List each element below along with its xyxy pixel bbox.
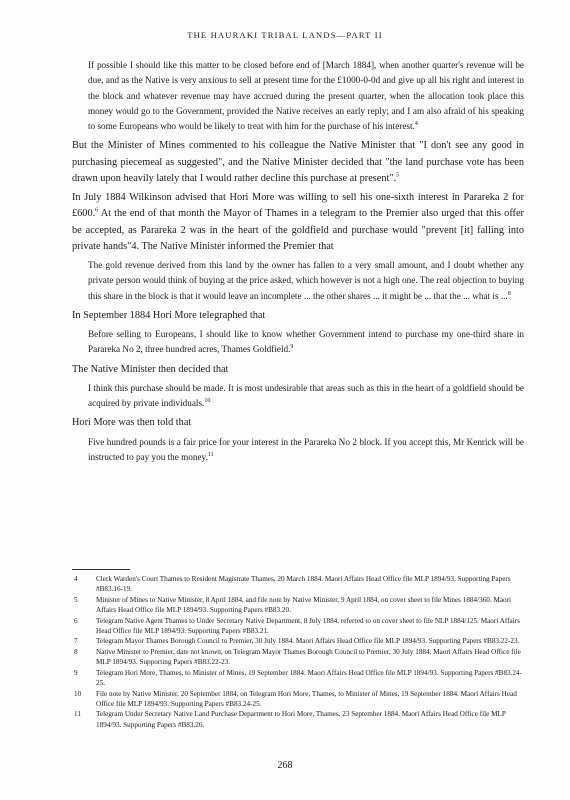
footnotes	[72, 574, 524, 730]
footnote-text: Telegram Hori More, Thames, to Minister of Mines, 19 September 1884. Maori Affairs Head Office file MLP 1894/93. Supporting Papers #B83.24-25.	[96, 668, 523, 687]
footnote-text: Telegram Mayor Thames Borough Council to Premier, 30 July 1884. Maori Affairs Head Office file MLP 1894/93. Supporting Papers #B83.22-23.	[96, 637, 520, 646]
footnote-number: 11	[74, 710, 81, 719]
footnote-ref[interactable]: 5	[396, 172, 400, 179]
paragraph: Hori More was then told that	[72, 417, 192, 429]
footnote-number: 5	[74, 595, 78, 604]
paragraph: But the Minister of Mines commented to his colleague the Native Minister that "I don't see any good in purchasing piecemeal as suggested", and the Native Minister decided that "the land purchase vote has been drawn upon heavily lately that I would rather decline this purchase at present".$^5$	[72, 140, 524, 184]
footnote-text: Native Minister to Premier, date not known, on Telegram Mayor Thames Borough Council to Premier, 30 July 1884. Maori Affairs Head Office file MLP 1894/93. Supporting Papers #B83.22-23.	[96, 647, 521, 667]
footnote-ref[interactable]: 4	[414, 121, 418, 128]
paragraph: The Native Minister then decided that	[72, 363, 229, 375]
block-quote: If possible I should like this matter to be closed before end of [March 1884], when another quarter's revenue will be due, and as the Native is very anxious to sell at present time for the £1000-0-0d and give up all his right and interest in the block and whatever revenue may have accrued during the present quarter, when the allocation took place this money would go to the Government, provided the Native receives an early reply; and I am also afraid of his speaking to some Europeans who would be likely to treat with him for the purchase of his interest.$^4$	[88, 60, 524, 132]
running-header: THE HAURAKI TRIBAL LANDS—PART II	[187, 30, 383, 40]
footnote-ref[interactable]: 11	[207, 451, 214, 458]
footnote	[72, 668, 524, 688]
footnote-ref[interactable]: 6	[95, 207, 99, 214]
footnote-number: 10	[74, 689, 82, 698]
footnote-number: 8	[74, 647, 78, 656]
footnote	[72, 595, 524, 615]
paragraph: In September 1884 Hori More telegraphed that	[72, 309, 266, 321]
footnote-ref[interactable]: 10	[204, 398, 211, 405]
footnote-text: Minister of Mines to Native Minister, 8 April 1884, and file note by Native Minister, 9 April 1884, on cover sheet to file Mines 1884/360. Maori Affairs Head Office file MLP 1894/93. Supporting Papers #B83.20.	[96, 595, 512, 614]
footnote-number: 4	[74, 575, 78, 583]
footnote-text: File note by Native Minister, 20 September 1884, on Telegram Hori More, Thames, to Minister of Mines, 19 September 1884. Maori Affairs Head Office file MLP 1894/93. Supporting Papers #B83.24-25.	[96, 689, 517, 708]
paragraph: In July 1884 Wilkinson advised that Hori More was willing to sell his one-sixth interest in Parareka 2 for £600.$^6$ At the end of that month the Mayor of Thames in a telegram to the Premier also urged that this offer be accepted, as Parareka 2 was in the heart of the goldfield and purchase would "prevent [it] falling into private hands"4. The Native Minister informed the Premier that	[72, 192, 524, 252]
footnote-ref[interactable]: 9	[290, 344, 294, 351]
body-text	[72, 58, 524, 469]
footnote	[72, 616, 524, 636]
footnote-text: Clerk Warden's Court Thames to Resident Magistrate Thames, 20 March 1884. Maori Affairs Head Office file MLP 1894/93. Supporting Papers #B83.16-19.	[96, 575, 511, 594]
footnote	[72, 574, 524, 594]
footnote-number: 7	[74, 637, 78, 646]
block-quote: I think this purchase should be made. It is most undesirable that areas such as this in the heart of a goldfield should be acquired by private individuals.$^{10}$	[88, 382, 524, 409]
footnote-number: 9	[74, 668, 78, 677]
footnote-ref[interactable]: 8	[507, 290, 511, 297]
footnote-text: Telegram Native Agent Thames to Under Secretary Native Department, 8 July 1884, referred to on cover sheet to file NLP 1884/125. Maori Affairs Head Office file MLP 1894/93. Supporting Papers #B83.21.	[96, 616, 520, 635]
footnote	[72, 636, 524, 646]
block-quote: Five hundred pounds is a fair price for your interest in the Parareka No 2 block. If you accept this, Mr Kenrick will be instructed to pay you the money.$^{11}$	[88, 436, 524, 462]
page-number: 268	[277, 760, 293, 771]
footnote-divider	[72, 569, 130, 570]
footnote-text: Telegram Under Secretary Native Land Purchase Department to Hori More, Thames, 23 September 1884. Maori Affairs Head Office file MLP 1894/93. Supporting Papers #B83.26.	[96, 710, 506, 729]
footnote	[72, 709, 524, 729]
block-quote: Before selling to Europeans, I should like to know whether Government intend to purchase my one-third share in Parareka No 2, three hundred acres, Thames Goldfield.$^9$	[88, 329, 524, 355]
block-quote: The gold revenue derived from this land by the owner has fallen to a very small amount, and I doubt whether any private person would think of buying at the price asked, which however is not a high one. The real objection to buying this share in the block is that it would leave an incomplete ... the other shares ... it might be ... that the ... what is ...$^8$	[88, 259, 524, 301]
footnote-number: 6	[74, 616, 78, 625]
footnote	[72, 689, 524, 709]
footnote	[72, 647, 524, 667]
